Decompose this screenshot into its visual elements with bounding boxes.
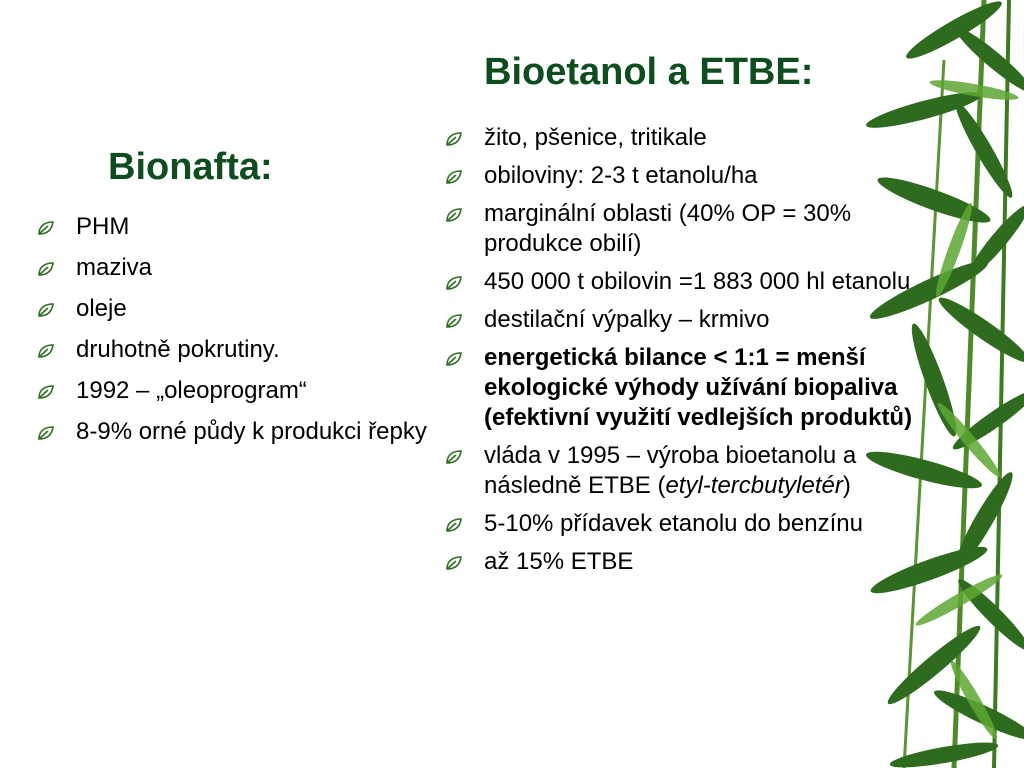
left-item-text: PHM <box>76 213 130 240</box>
list-item <box>444 267 914 297</box>
right-item-italic: etyl-tercbutyletér <box>665 472 843 499</box>
left-bullet-list <box>36 212 436 458</box>
right-item-text: ) <box>842 472 851 499</box>
list-item <box>36 294 436 324</box>
leaf-bullet-icon <box>444 350 464 368</box>
leaf-bullet-icon <box>444 274 464 292</box>
list-item <box>444 441 914 501</box>
left-title: Bionafta: <box>108 146 273 188</box>
leaf-bullet-icon <box>444 168 464 186</box>
leaf-bullet-icon <box>36 383 56 401</box>
right-item-text: marginální oblasti (40% OP = 30% produkce obilí) <box>484 200 852 257</box>
list-item <box>36 253 436 283</box>
right-item-text: 450 000 t obilovin =1 883 000 hl etanolu <box>484 268 911 295</box>
list-item <box>36 212 436 242</box>
left-item-text: 8-9% orné půdy k produkci řepky <box>76 418 427 445</box>
list-item <box>36 335 436 365</box>
leaf-bullet-icon <box>36 301 56 319</box>
right-item-text: vláda v 1995 – výroba bioetanolu a následně ETBE ( <box>484 442 857 499</box>
leaf-bullet-icon <box>444 312 464 330</box>
right-title: Bioetanol a ETBE: <box>484 51 814 93</box>
leaf-bullet-icon <box>444 516 464 534</box>
list-item <box>444 123 914 153</box>
leaf-bullet-icon <box>36 424 56 442</box>
list-item <box>444 509 914 539</box>
right-item-text: 5-10% přídavek etanolu do benzínu <box>484 510 863 537</box>
right-item-text: destilační výpalky – krmivo <box>484 306 770 333</box>
list-item <box>444 305 914 335</box>
leaf-bullet-icon <box>444 206 464 224</box>
leaf-bullet-icon <box>444 554 464 572</box>
list-item <box>36 376 436 406</box>
leaf-bullet-icon <box>444 130 464 148</box>
list-item <box>444 161 914 191</box>
right-bullet-list <box>444 123 914 585</box>
right-item-text: obiloviny: 2-3 t etanolu/ha <box>484 162 758 189</box>
right-item-text: žito, pšenice, tritikale <box>484 124 707 151</box>
right-item-text: až 15% ETBE <box>484 548 634 575</box>
left-item-text: 1992 – „oleoprogram“ <box>76 377 307 404</box>
list-item <box>444 343 914 433</box>
leaf-bullet-icon <box>444 448 464 466</box>
right-item-text: energetická bilance < 1:1 = menší ekologické výhody užívání biopaliva (efektivní využití vedlejších produktů) <box>484 344 913 431</box>
leaf-bullet-icon <box>36 219 56 237</box>
leaf-bullet-icon <box>36 260 56 278</box>
list-item <box>36 417 436 447</box>
leaf-bullet-icon <box>36 342 56 360</box>
left-item-text: druhotně pokrutiny. <box>76 336 280 363</box>
list-item <box>444 199 914 259</box>
left-item-text: maziva <box>76 254 153 281</box>
list-item <box>444 547 914 577</box>
left-item-text: oleje <box>76 295 127 322</box>
